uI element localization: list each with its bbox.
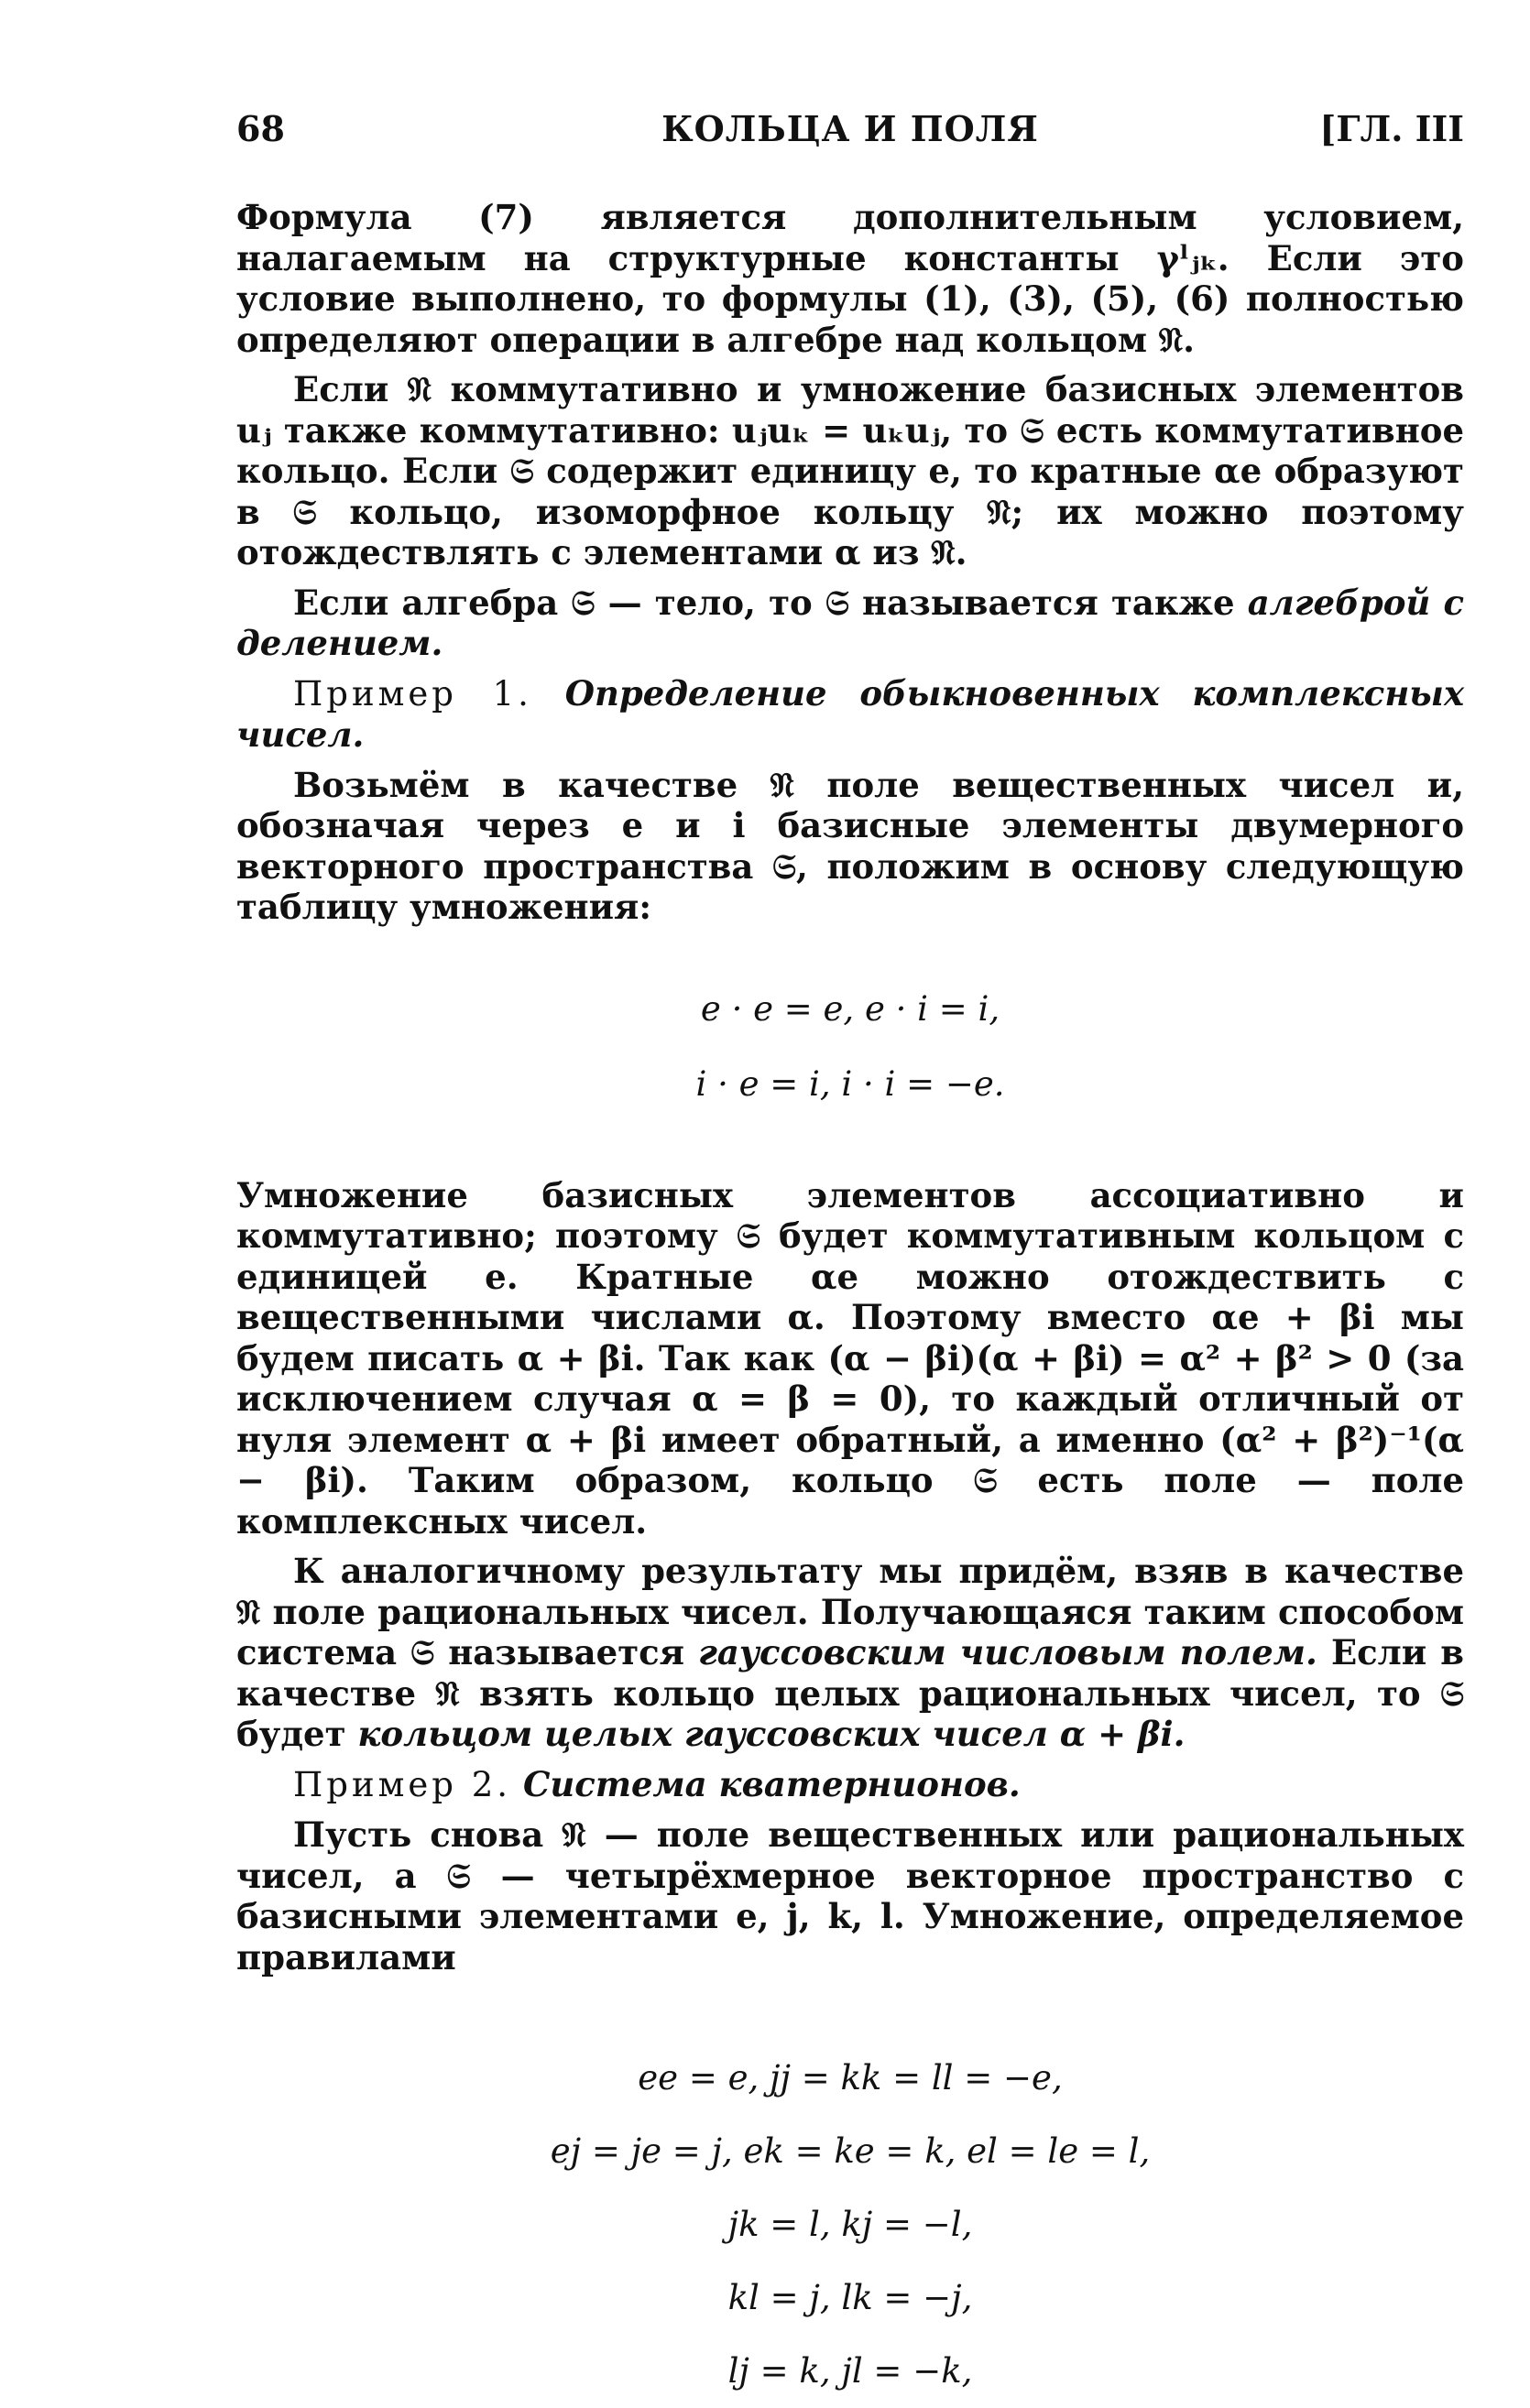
chapter-label: [ГЛ. III — [1319, 108, 1464, 149]
paragraph-complex-field: Умножение базисных элементов ассоциативно и коммутативно; поэтому 𝔖 будет коммутативным кольцом с единицей e. Кратные αe можно отождествить с вещественными числами α. Поэтому вместо αe + βi мы будем писать α + βi. Так как (α − βi)(α + βi) = α² + β² > 0 (за исключением случая α = β = 0), то каждый отличный от нуля элемент α + βi имеет обратный, а именно (α² + β²)⁻¹(α − βi). Таким образом, кольцо 𝔖 есть поле — поле комплексных чисел. — [236, 1174, 1464, 1542]
equation-line: ee = e, jj = kk = ll = −e, — [638, 2058, 1063, 2097]
paragraph-division-algebra — [236, 583, 1464, 664]
running-title: КОЛЬЦА И ПОЛЯ — [661, 108, 1039, 149]
gaussian-text-c: Если в качестве 𝔑 взять кольцо целых рациональных чисел, то 𝔖 будет — [236, 1632, 1464, 1754]
gaussian-term-ring: кольцом целых гауссовских чисел α + βi. — [357, 1714, 1186, 1754]
example-1-title: Определение обыкновенных комплексных чисел. — [236, 672, 1465, 755]
page-header — [236, 108, 1464, 163]
gaussian-term-field: гауссовским числовым полем. — [698, 1632, 1317, 1673]
paragraph-formula-condition: Формула (7) является дополнительным условием, налагаемым на структурные константы γˡⱼₖ. Если это условие выполнено, то формулы (1), (3), (5), (6) полностью определяют операции в алгебре над кольцом 𝔑. — [236, 197, 1464, 360]
equation-line: lj = k, jl = −k, — [727, 2351, 973, 2391]
division-algebra-text: Если алгебра 𝔖 — тело, то 𝔖 называется также — [293, 582, 1248, 623]
paragraph-commutative: Если 𝔑 коммутативно и умножение базисных элементов uⱼ также коммутативно: uⱼuₖ = uₖuⱼ, то 𝔖 есть коммутативное кольцо. Если 𝔖 содержит единицу e, то кратные αe образуют в 𝔖 кольцо, изоморфное кольцу 𝔑; их можно поэтому отождествлять с элементами α из 𝔑. — [236, 369, 1464, 572]
paragraph-gaussian — [236, 1551, 1464, 1755]
paragraph-complex-setup: Возьмём в качестве 𝔑 поле вещественных чисел и, обозначая через e и i базисные элементы двумерного векторного пространства 𝔖, положим в основу следующую таблицу умножения: — [236, 764, 1464, 927]
example-1-heading — [236, 673, 1464, 756]
equation-line: kl = j, lk = −j, — [727, 2278, 973, 2317]
multiplication-table-quaternions — [236, 2042, 1464, 2408]
example-2-label: Пример 2. — [293, 1764, 512, 1804]
example-2-heading — [236, 1764, 1464, 1806]
gaussian-text-a: К аналогичному результату мы придём, взяв в качестве 𝔑 поле рациональных чисел. Получающаяся таким способом система 𝔖 называется — [236, 1551, 1464, 1673]
example-2-title: Система кватернионов. — [522, 1763, 1021, 1804]
equation-line: ej = je = j, ek = ke = k, el = le = l, — [550, 2131, 1151, 2171]
paragraph-quaternion-setup: Пусть снова 𝔑 — поле вещественных или рациональных чисел, а 𝔖 — четырёхмерное векторное пространство с базисными элементами e, j, k, l. Умножение, определяемое правилами — [236, 1814, 1464, 1978]
equation-line: e · e = e, e · i = i, — [700, 988, 1000, 1029]
page-body — [236, 197, 1464, 2408]
division-algebra-term: алгеброй с делением. — [236, 582, 1464, 663]
example-1-label: Пример 1. — [293, 673, 532, 714]
equation-line: i · e = i, i · i = −e. — [695, 1063, 1005, 1104]
equation-line: jk = l, kj = −l, — [727, 2205, 973, 2244]
multiplication-table-complex — [236, 972, 1464, 1122]
page-number: 68 — [236, 108, 285, 149]
